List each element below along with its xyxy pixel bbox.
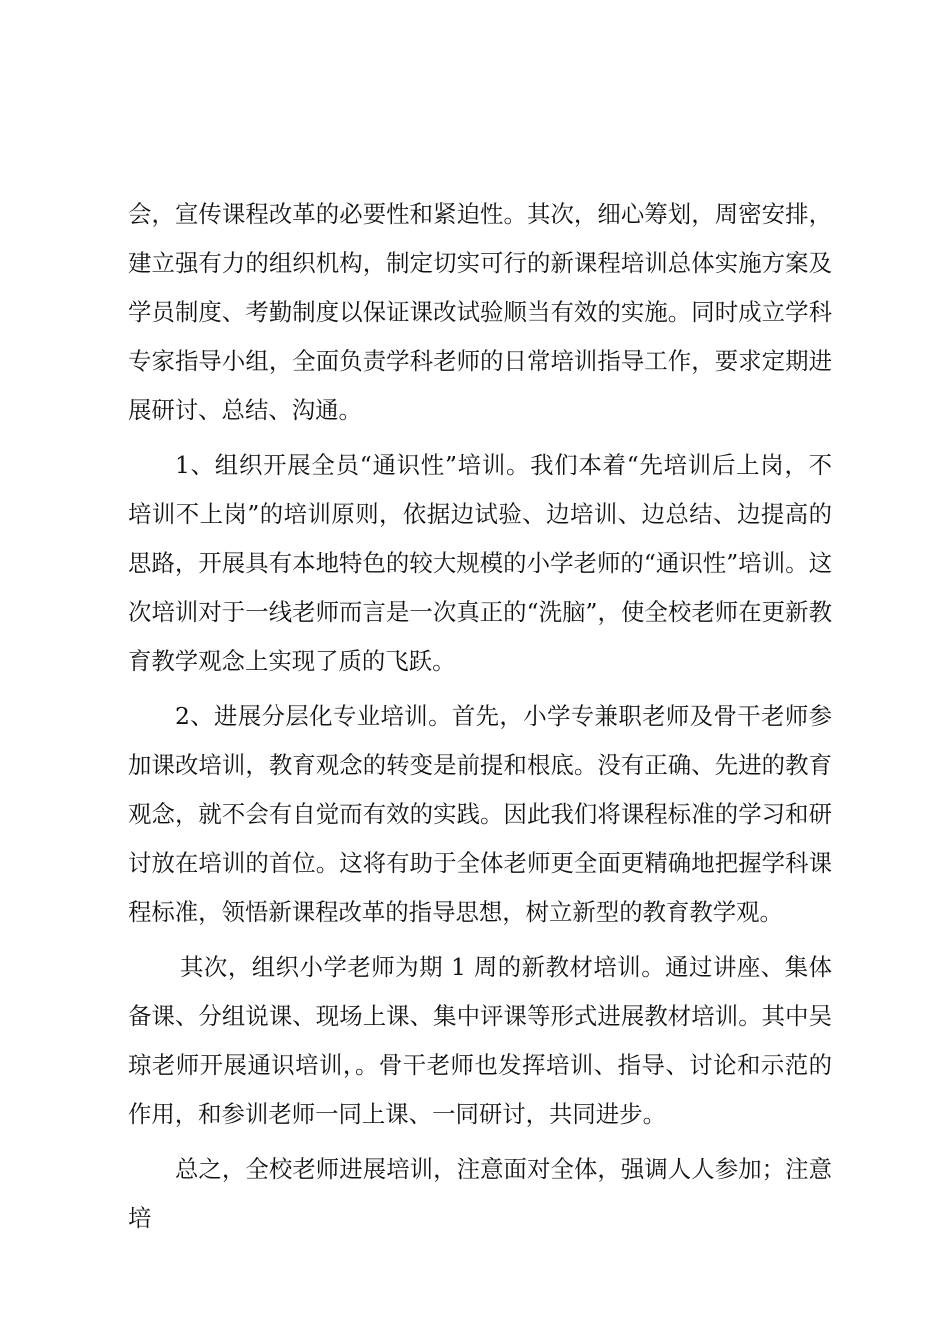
- paragraph-2: 1、组织开展全员“通识性”培训。我们本着“先培训后上岗，不培训不上岗”的培训原则，依据边试验、边培训、边总结、边提高的思路，开展具有本地特色的较大规模的小学老师的“通识性”培训。这次培训对于一线老师而言是一次真正的“洗脑”，使全校老师在更新教育教学观念上实现了质的飞跃。: [128, 451, 832, 675]
- paragraph-1: 会，宣传课程改革的必要性和紧迫性。其次，细心筹划，周密安排，建立强有力的组织机构，制定切实可行的新课程培训总体实施方案及学员制度、考勤制度以保证课改试验顺当有效的实施。同时成立学科专家指导小组，全面负责学科老师的日常培训指导工作，要求定期进展研讨、总结、沟通。: [128, 200, 832, 424]
- document-body: [128, 190, 832, 1243]
- paragraph-5: 总之，全校老师进展培训，注意面对全体，强调人人参加；注意培: [128, 1155, 832, 1232]
- paragraph-4: 其次，组织小学老师为期 1 周的新教材培训。通过讲座、集体备课、分组说课、现场上课、集中评课等形式进展教材培训。其中吴琼老师开展通识培训，。骨干老师也发挥培训、指导、讨论和示范的作用，和参训老师一同上课、一同研讨，共同进步。: [128, 953, 832, 1128]
- paragraph-3: 2、进展分层化专业培训。首先，小学专兼职老师及骨干老师参加课改培训，教育观念的转变是前提和根底。没有正确、先进的教育观念，就不会有自觉而有效的实践。因此我们将课程标准的学习和研讨放在培训的首位。这将有助于全体老师更全面更精确地把握学科课程标准，领悟新课程改革的指导思想，树立新型的教育教学观。: [128, 702, 832, 926]
